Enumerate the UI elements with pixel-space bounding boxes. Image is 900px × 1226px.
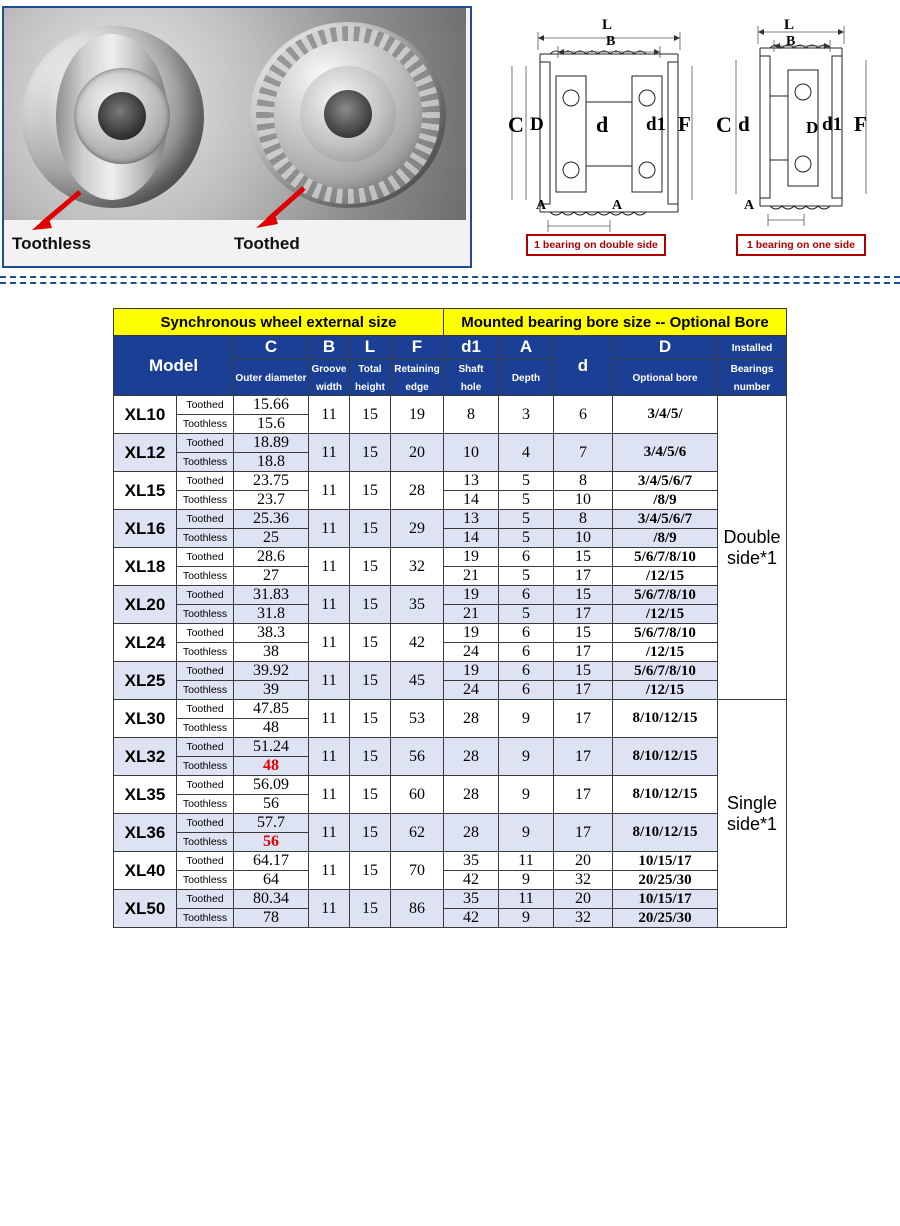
col-header-model: Model [114, 336, 234, 396]
table-row [114, 662, 787, 681]
cell-D: 5/6/7/8/10 [613, 624, 718, 643]
cell-D: 8/10/12/15 [613, 814, 718, 852]
cell-installed-single: Single side*1 [718, 700, 787, 928]
cell-type-toothed: Toothed [177, 852, 234, 871]
cell-type-toothless: Toothless [177, 491, 234, 510]
cell-B: 11 [309, 738, 350, 776]
cell-D: 5/6/7/8/10 [613, 586, 718, 605]
table-row [114, 586, 787, 605]
cell-type-toothed: Toothed [177, 624, 234, 643]
cell-F: 29 [391, 510, 444, 548]
col-desc-L: Total height [350, 359, 391, 396]
cell-F: 19 [391, 396, 444, 434]
drawing-right-label-d1: d1 [822, 114, 843, 135]
cell-B: 11 [309, 624, 350, 662]
col-header-F: F [391, 336, 444, 359]
cell-B: 11 [309, 472, 350, 510]
table-row [114, 605, 787, 624]
cell-F: 28 [391, 472, 444, 510]
cell-L: 15 [350, 662, 391, 700]
cell-d1: 28 [444, 738, 499, 776]
cell-D: 8/10/12/15 [613, 738, 718, 776]
drawing-left-label-d: d [596, 112, 609, 137]
cell-d: 17 [554, 681, 613, 700]
cell-d: 32 [554, 909, 613, 928]
cell-D: /12/15 [613, 605, 718, 624]
cell-C-toothless: 78 [234, 909, 309, 928]
caption-toothed: Toothed [234, 234, 300, 253]
cell-d: 17 [554, 567, 613, 586]
cell-F: 45 [391, 662, 444, 700]
drawing-right-label-A: A [744, 198, 755, 213]
cell-d1: 8 [444, 396, 499, 434]
cell-type-toothed: Toothed [177, 738, 234, 757]
cell-type-toothed: Toothed [177, 472, 234, 491]
cell-B: 11 [309, 548, 350, 586]
cell-F: 20 [391, 434, 444, 472]
cell-C-toothed: 56.09 [234, 776, 309, 795]
cell-C-toothed: 18.89 [234, 434, 309, 453]
cell-d: 17 [554, 700, 613, 738]
cell-d1: 42 [444, 909, 499, 928]
cell-type-toothless: Toothless [177, 719, 234, 738]
cell-model: XL50 [114, 890, 177, 928]
spec-table-head [114, 309, 787, 396]
caption-toothless: Toothless [12, 234, 92, 253]
table-row [114, 396, 787, 415]
cell-A: 6 [499, 643, 554, 662]
cell-d: 15 [554, 624, 613, 643]
cell-type-toothless: Toothless [177, 643, 234, 662]
cell-C-toothed: 15.66 [234, 396, 309, 415]
cell-C-toothless: 48 [234, 757, 309, 776]
cell-F: 62 [391, 814, 444, 852]
cell-C-toothed: 64.17 [234, 852, 309, 871]
table-row [114, 909, 787, 928]
table-row [114, 548, 787, 567]
cell-model: XL32 [114, 738, 177, 776]
cell-type-toothless: Toothless [177, 415, 234, 434]
cell-L: 15 [350, 586, 391, 624]
cell-C-toothed: 31.83 [234, 586, 309, 605]
cell-model: XL10 [114, 396, 177, 434]
drawing-left-label-L: L [602, 17, 613, 33]
cell-F: 86 [391, 890, 444, 928]
cell-d1: 35 [444, 890, 499, 909]
col-desc-B: Groove width [309, 359, 350, 396]
cell-d1: 42 [444, 871, 499, 890]
cell-model: XL20 [114, 586, 177, 624]
cell-L: 15 [350, 396, 391, 434]
cell-F: 70 [391, 852, 444, 890]
cell-L: 15 [350, 510, 391, 548]
col-header-d1: d1 [444, 336, 499, 359]
cell-A: 3 [499, 396, 554, 434]
pointer-arrow-left-icon [30, 190, 84, 232]
cell-d1: 13 [444, 510, 499, 529]
cell-L: 15 [350, 624, 391, 662]
cell-type-toothless: Toothless [177, 567, 234, 586]
cell-F: 60 [391, 776, 444, 814]
cell-d1: 10 [444, 434, 499, 472]
cell-type-toothless: Toothless [177, 795, 234, 814]
table-row [114, 738, 787, 757]
drawing-left-label-D: D [530, 114, 544, 135]
cell-A: 5 [499, 510, 554, 529]
cell-A: 6 [499, 681, 554, 700]
cell-installed-double: Double side*1 [718, 396, 787, 700]
cell-C-toothless: 31.8 [234, 605, 309, 624]
cell-d1: 19 [444, 624, 499, 643]
col-header-B: B [309, 336, 350, 359]
cell-L: 15 [350, 434, 391, 472]
drawing-left-label-B: B [606, 34, 616, 49]
table-row [114, 434, 787, 453]
cell-D: 8/10/12/15 [613, 700, 718, 738]
cell-A: 6 [499, 624, 554, 643]
table-row [114, 700, 787, 719]
cell-B: 11 [309, 852, 350, 890]
cell-A: 6 [499, 662, 554, 681]
cell-C-toothed: 57.7 [234, 814, 309, 833]
drawing-right-label-d: d [738, 112, 750, 136]
cell-L: 15 [350, 548, 391, 586]
cell-d: 6 [554, 396, 613, 434]
cell-A: 5 [499, 605, 554, 624]
drawing-right-label-F: F [854, 112, 867, 136]
drawing-right-label-L: L [784, 17, 795, 33]
cell-d1: 14 [444, 529, 499, 548]
cell-D: 3/4/5/6/7 [613, 510, 718, 529]
cell-type-toothless: Toothless [177, 529, 234, 548]
cell-D: 3/4/5/6/7 [613, 472, 718, 491]
cell-D: /12/15 [613, 643, 718, 662]
cell-type-toothless: Toothless [177, 871, 234, 890]
cell-L: 15 [350, 472, 391, 510]
cell-type-toothed: Toothed [177, 700, 234, 719]
cell-d1: 19 [444, 586, 499, 605]
cell-type-toothed: Toothed [177, 548, 234, 567]
cell-D: 10/15/17 [613, 852, 718, 871]
toothed-pulley-photo [250, 22, 446, 208]
drawing-left-label-A1: A [536, 198, 547, 213]
cell-d: 8 [554, 472, 613, 491]
table-row [114, 852, 787, 871]
cell-model: XL25 [114, 662, 177, 700]
cell-A: 4 [499, 434, 554, 472]
cell-C-toothed: 47.85 [234, 700, 309, 719]
cell-model: XL30 [114, 700, 177, 738]
cell-type-toothed: Toothed [177, 776, 234, 795]
cell-D: /8/9 [613, 529, 718, 548]
drawing-left-note: 1 bearing on double side [526, 234, 666, 256]
cell-model: XL35 [114, 776, 177, 814]
table-row [114, 510, 787, 529]
cell-type-toothless: Toothless [177, 453, 234, 472]
col-header-C: C [234, 336, 309, 359]
cell-model: XL18 [114, 548, 177, 586]
table-group-header-row [114, 309, 787, 336]
cell-D: /8/9 [613, 491, 718, 510]
cell-d1: 19 [444, 662, 499, 681]
col-desc-C: Outer diameter [234, 359, 309, 396]
cell-C-toothed: 25.36 [234, 510, 309, 529]
cell-d1: 19 [444, 548, 499, 567]
col-desc-d1: Shaft hole [444, 359, 499, 396]
cell-d: 20 [554, 852, 613, 871]
cell-D: /12/15 [613, 681, 718, 700]
cell-D: 20/25/30 [613, 871, 718, 890]
toothless-pulley-photo [22, 26, 204, 208]
table-symbol-header-row [114, 336, 787, 359]
drawing-left-label-d1: d1 [646, 114, 667, 135]
cell-d1: 21 [444, 605, 499, 624]
cell-d1: 21 [444, 567, 499, 586]
cell-A: 9 [499, 814, 554, 852]
cell-d: 10 [554, 529, 613, 548]
cell-A: 5 [499, 491, 554, 510]
cell-type-toothed: Toothed [177, 814, 234, 833]
col-header-installed: Installed [718, 336, 787, 359]
cell-type-toothed: Toothed [177, 586, 234, 605]
cell-B: 11 [309, 396, 350, 434]
cell-A: 11 [499, 852, 554, 871]
cell-type-toothless: Toothless [177, 681, 234, 700]
divider-dashed-bottom [0, 282, 900, 284]
cell-B: 11 [309, 814, 350, 852]
table-row [114, 472, 787, 491]
cell-L: 15 [350, 776, 391, 814]
table-row [114, 643, 787, 662]
cell-L: 15 [350, 890, 391, 928]
cell-L: 15 [350, 814, 391, 852]
cell-type-toothless: Toothless [177, 909, 234, 928]
cell-model: XL24 [114, 624, 177, 662]
cell-d: 15 [554, 586, 613, 605]
cell-D: 8/10/12/15 [613, 776, 718, 814]
cell-C-toothed: 80.34 [234, 890, 309, 909]
col-header-A: A [499, 336, 554, 359]
cell-A: 5 [499, 472, 554, 491]
table-row [114, 814, 787, 833]
cell-model: XL15 [114, 472, 177, 510]
table-row [114, 871, 787, 890]
cell-d1: 28 [444, 814, 499, 852]
cell-A: 6 [499, 586, 554, 605]
cell-B: 11 [309, 700, 350, 738]
col-desc-F: Retaining edge [391, 359, 444, 396]
table-row [114, 529, 787, 548]
cell-type-toothed: Toothed [177, 890, 234, 909]
cell-type-toothed: Toothed [177, 434, 234, 453]
cell-C-toothed: 38.3 [234, 624, 309, 643]
cell-L: 15 [350, 852, 391, 890]
cell-C-toothless: 64 [234, 871, 309, 890]
drawing-right-label-D: D [806, 118, 819, 137]
cell-C-toothed: 23.75 [234, 472, 309, 491]
cell-C-toothless: 38 [234, 643, 309, 662]
cell-d1: 35 [444, 852, 499, 871]
cell-d: 32 [554, 871, 613, 890]
cell-d: 17 [554, 814, 613, 852]
cell-d: 15 [554, 662, 613, 681]
pulley-bore [324, 90, 372, 138]
cell-D: /12/15 [613, 567, 718, 586]
col-desc-A: Depth [499, 359, 554, 396]
cell-d: 17 [554, 738, 613, 776]
cell-F: 56 [391, 738, 444, 776]
drawing-left-label-F: F [678, 112, 691, 136]
cell-B: 11 [309, 586, 350, 624]
cell-A: 11 [499, 890, 554, 909]
drawing-left-label-C: C [508, 112, 524, 137]
cell-D: 3/4/5/6 [613, 434, 718, 472]
col-desc-D: Optional bore [613, 359, 718, 396]
spec-table-wrap [113, 308, 789, 928]
cell-B: 11 [309, 890, 350, 928]
cell-D: 20/25/30 [613, 909, 718, 928]
cell-B: 11 [309, 662, 350, 700]
cell-C-toothless: 56 [234, 795, 309, 814]
cell-A: 9 [499, 776, 554, 814]
cell-C-toothless: 15.6 [234, 415, 309, 434]
drawing-right-note: 1 bearing on one side [736, 234, 866, 256]
cell-d: 7 [554, 434, 613, 472]
cell-model: XL40 [114, 852, 177, 890]
cell-A: 9 [499, 871, 554, 890]
cell-type-toothless: Toothless [177, 605, 234, 624]
cell-d: 17 [554, 605, 613, 624]
col-header-L: L [350, 336, 391, 359]
cell-A: 5 [499, 567, 554, 586]
cell-type-toothed: Toothed [177, 510, 234, 529]
cell-A: 9 [499, 738, 554, 776]
cell-d1: 28 [444, 776, 499, 814]
cell-C-toothless: 27 [234, 567, 309, 586]
cell-d1: 13 [444, 472, 499, 491]
cell-A: 9 [499, 700, 554, 738]
cell-A: 9 [499, 909, 554, 928]
cell-d: 17 [554, 776, 613, 814]
cell-model: XL36 [114, 814, 177, 852]
cell-type-toothed: Toothed [177, 396, 234, 415]
drawing-left-label-A2: A [612, 198, 623, 213]
cell-F: 32 [391, 548, 444, 586]
cell-B: 11 [309, 510, 350, 548]
cell-C-toothless: 23.7 [234, 491, 309, 510]
cell-A: 6 [499, 548, 554, 567]
cell-d1: 14 [444, 491, 499, 510]
cell-F: 42 [391, 624, 444, 662]
spec-table [113, 308, 787, 928]
cell-C-toothed: 39.92 [234, 662, 309, 681]
table-row [114, 624, 787, 643]
table-row [114, 890, 787, 909]
cell-type-toothed: Toothed [177, 662, 234, 681]
cell-d1: 24 [444, 643, 499, 662]
spec-table-body [114, 396, 787, 928]
cell-d1: 24 [444, 681, 499, 700]
cell-C-toothless: 56 [234, 833, 309, 852]
cell-C-toothless: 25 [234, 529, 309, 548]
cell-model: XL16 [114, 510, 177, 548]
cell-D: 5/6/7/8/10 [613, 662, 718, 681]
col-header-D: D [613, 336, 718, 359]
cell-D: 3/4/5/ [613, 396, 718, 434]
cell-F: 35 [391, 586, 444, 624]
cell-d: 20 [554, 890, 613, 909]
cell-d: 15 [554, 548, 613, 567]
pulley-bore [98, 92, 146, 140]
cell-C-toothed: 51.24 [234, 738, 309, 757]
pointer-arrow-right-icon [254, 184, 308, 230]
group-header-bore-size: Mounted bearing bore size -- Optional Bore [444, 309, 787, 336]
table-row [114, 491, 787, 510]
cell-B: 11 [309, 776, 350, 814]
col-header-d: d [554, 336, 613, 396]
cell-D: 5/6/7/8/10 [613, 548, 718, 567]
cell-model: XL12 [114, 434, 177, 472]
divider-dashed-top [0, 276, 900, 278]
cell-type-toothless: Toothless [177, 833, 234, 852]
table-row [114, 776, 787, 795]
drawing-right-label-C: C [716, 112, 732, 137]
cell-L: 15 [350, 700, 391, 738]
product-photo-image [4, 8, 466, 220]
group-header-external-size: Synchronous wheel external size [114, 309, 444, 336]
cell-d: 10 [554, 491, 613, 510]
cell-C-toothless: 48 [234, 719, 309, 738]
top-panel [0, 0, 900, 272]
col-desc-installed: Bearings number [718, 359, 787, 396]
cell-L: 15 [350, 738, 391, 776]
cell-B: 11 [309, 434, 350, 472]
cell-d: 17 [554, 643, 613, 662]
cell-A: 5 [499, 529, 554, 548]
cell-C-toothless: 39 [234, 681, 309, 700]
product-photo-panel [2, 6, 472, 268]
cell-d1: 28 [444, 700, 499, 738]
cell-C-toothed: 28.6 [234, 548, 309, 567]
cell-type-toothless: Toothless [177, 757, 234, 776]
table-row [114, 681, 787, 700]
table-row [114, 567, 787, 586]
cell-D: 10/15/17 [613, 890, 718, 909]
cell-C-toothless: 18.8 [234, 453, 309, 472]
cell-d: 8 [554, 510, 613, 529]
cell-F: 53 [391, 700, 444, 738]
drawing-right-label-B: B [786, 34, 796, 49]
